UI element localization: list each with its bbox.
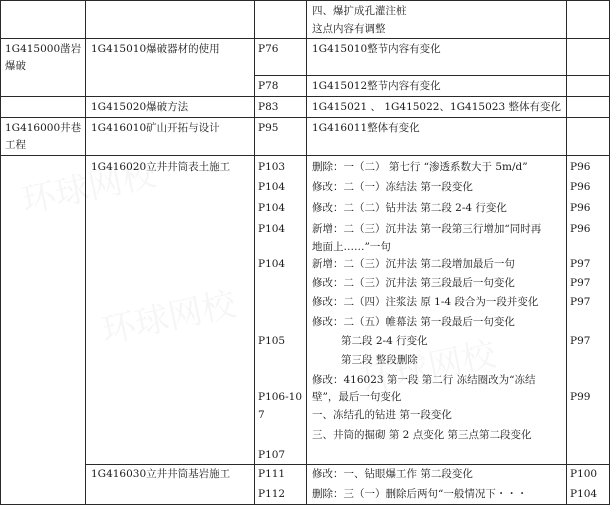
change-text: 这点内容有调整 [312,23,386,35]
page-ref: P104 [258,181,286,193]
page-ref: 7 [258,409,265,421]
change-text: 修改：二（五）帷幕法 第一段最后一句变化 [312,316,515,328]
change-text: 第二段 2-4 行变化 [341,335,428,347]
row-divider [0,38,610,39]
new-page-ref: P97 [570,296,591,308]
change-text: 1G415021 、 1G415022、1G415023 整体有变化 [312,101,561,113]
change-text: 新增：二（三）沉井法 第二段增加最后一句 [312,258,515,270]
section-label: 1G416030立井井筒基岩施工 [91,468,231,480]
page-ref: P105 [258,335,286,347]
page-ref: P106-10 [258,391,303,403]
section-label: 1G416020立井井筒表土施工 [91,161,231,173]
new-page-ref: P96 [570,181,591,193]
change-text: 修改：二（四）注浆法 原 1-4 段合为一段并变化 [312,296,539,308]
watermark [96,276,239,352]
chapter-label: 爆破 [5,60,26,72]
page-ref: P95 [258,122,279,134]
table-border-top [0,0,610,1]
change-text: 1G415012整节内容有变化 [312,80,441,92]
page-ref: P78 [258,80,279,92]
new-page-ref: P97 [570,258,591,270]
change-text: 修改：二（二）钻井法 第二段 2-4 行变化 [312,202,507,214]
page-ref: P112 [258,488,286,500]
new-page-ref: P104 [570,488,598,500]
page-ref: P104 [258,202,286,214]
change-text: 1G416011整体有变化 [312,122,420,134]
new-page-ref: P97 [570,335,591,347]
change-text: 新增：二（三）沉井法 第一段第三行增加“同时再 [312,223,542,235]
chapter-label: 1G415000凿岩 [5,43,82,55]
change-text: 1G415010整节内容有变化 [312,43,441,55]
section-label: 1G415020爆破方法 [91,101,189,113]
change-text: 四、爆扩成孔灌注桩 [312,5,407,17]
row-divider [0,96,610,97]
page-ref: P103 [258,161,286,173]
new-page-ref: P96 [570,161,591,173]
page-ref: P104 [258,258,286,270]
section-label: 1G415010爆破器材的使用 [91,43,220,55]
section-label: 1G416010矿山开拓与设计 [91,122,220,134]
change-text: 三、井筒的掘砌 第 2 点变化 第三点第二段变化 [312,429,532,441]
new-page-ref: P100 [570,468,598,480]
change-text: 删除：三（一）删除后两句“一般情况下・・・ [312,488,528,500]
row-divider [0,155,610,156]
page-ref: P76 [258,43,279,55]
page-ref: P104 [258,223,286,235]
change-text: 修改：二（三）沉井法 第三段最后一句变化 [312,277,515,289]
change-text: 一、冻结孔的钻进 第一段变化 [312,409,452,421]
page-ref: P111 [258,468,286,480]
col-divider [85,0,86,505]
chapter-label: 工程 [5,139,26,151]
table-border-left [0,0,1,505]
row-divider [254,75,610,76]
new-page-ref: P96 [570,223,591,235]
new-page-ref: P97 [570,277,591,289]
new-page-ref: P99 [570,391,591,403]
change-text: 地面上……”一句 [312,241,391,253]
page-ref: P83 [258,101,279,113]
change-text: 第三段 整段删除 [341,354,418,366]
change-text: 修改：二（一）冻结法 第一段变化 [312,181,473,193]
change-text: 壁”，最后一句变化 [312,391,402,403]
row-divider [0,117,610,118]
watermark [16,146,159,222]
change-text: 修改：416023 第一段 第二行 冻结圈改为“冻结 [312,374,536,386]
row-divider [85,464,610,465]
page-ref: P107 [258,449,286,461]
chapter-label: 1G416000井巷 [5,122,82,134]
new-page-ref: P96 [570,202,591,214]
change-text: 修改：一、钻眼爆工作 第二段变化 [312,468,473,480]
change-text: 删除：一（二） 第七行 “渗透系数大于 5m/d” [312,161,528,173]
